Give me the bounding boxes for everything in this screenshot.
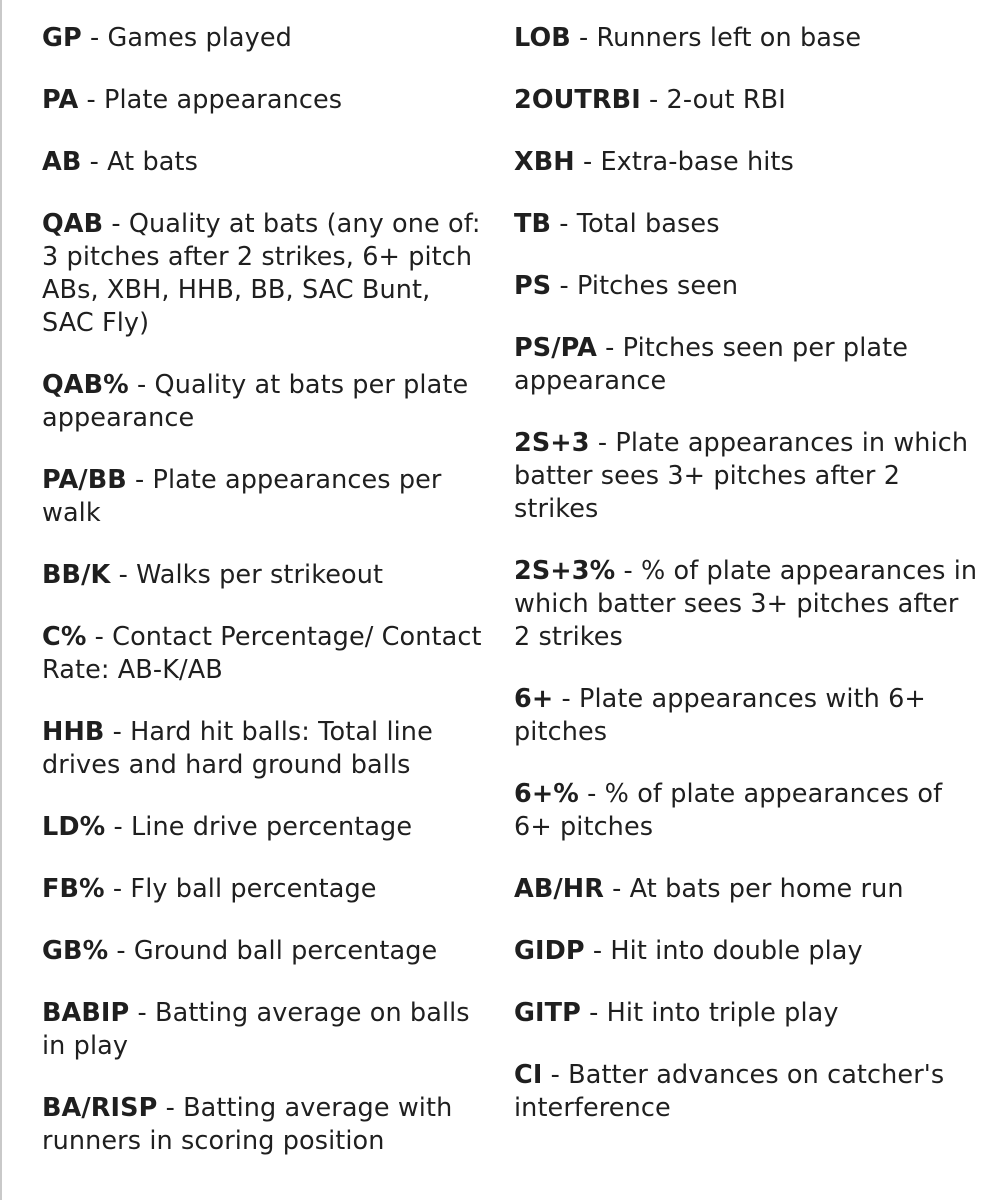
glossary-entry-ab-hr bbox=[514, 873, 982, 906]
entry-abbr: TB bbox=[514, 209, 552, 239]
entry-abbr: HHB bbox=[42, 717, 105, 747]
glossary-entry-6plus bbox=[514, 683, 982, 749]
entry-desc: - Batting average with runners in scoring position bbox=[42, 1093, 453, 1156]
entry-abbr: AB/HR bbox=[514, 874, 604, 904]
entry-desc: - Plate appearances bbox=[78, 85, 343, 115]
glossary-entry-ab bbox=[42, 146, 490, 179]
entry-abbr: 2S+3 bbox=[514, 428, 590, 458]
entry-desc: - % of plate appearances in which batter sees 3+ pitches after 2 strikes bbox=[514, 556, 978, 652]
entry-desc: - Pitches seen bbox=[551, 271, 739, 301]
glossary-entry-hhb bbox=[42, 716, 490, 782]
entry-abbr: 6+% bbox=[514, 779, 579, 809]
entry-desc: - 2-out RBI bbox=[640, 85, 786, 115]
entry-abbr: 2S+3% bbox=[514, 556, 616, 586]
glossary-entry-ba-risp bbox=[42, 1092, 490, 1158]
entry-desc: - Total bases bbox=[551, 209, 720, 239]
entry-desc: - Contact Percentage/ Contact Rate: AB-K/AB bbox=[42, 622, 482, 685]
entry-abbr: 2OUTRBI bbox=[514, 85, 641, 115]
entry-abbr: GITP bbox=[514, 998, 581, 1028]
entry-abbr: BABIP bbox=[42, 998, 130, 1028]
left-column bbox=[42, 22, 490, 1187]
entry-abbr: PA bbox=[42, 85, 79, 115]
glossary-entry-ci bbox=[514, 1059, 982, 1125]
glossary-entry-c-pct bbox=[42, 621, 490, 687]
entry-abbr: PA/BB bbox=[42, 465, 127, 495]
entry-desc: - Walks per strikeout bbox=[110, 560, 384, 590]
glossary-entry-pa-bb bbox=[42, 464, 490, 530]
entry-desc: - Batter advances on catcher's interference bbox=[514, 1060, 945, 1123]
glossary-entry-gidp bbox=[514, 935, 982, 968]
entry-abbr: FB% bbox=[42, 874, 105, 904]
glossary-entry-2s3-pct bbox=[514, 555, 982, 654]
entry-abbr: GIDP bbox=[514, 936, 585, 966]
glossary-entry-bb-k bbox=[42, 559, 490, 592]
entry-desc: - At bats bbox=[81, 147, 198, 177]
glossary-entry-xbh bbox=[514, 146, 982, 179]
entry-desc: - Extra-base hits bbox=[574, 147, 794, 177]
glossary-entry-tb bbox=[514, 208, 982, 241]
entry-abbr: PS bbox=[514, 271, 552, 301]
glossary-entry-fb-pct bbox=[42, 873, 490, 906]
entry-desc: - Fly ball percentage bbox=[104, 874, 377, 904]
entry-desc: - Batting average on balls in play bbox=[42, 998, 470, 1061]
entry-abbr: PS/PA bbox=[514, 333, 597, 363]
glossary-entry-6plus-pct bbox=[514, 778, 982, 844]
glossary-entry-2s3 bbox=[514, 427, 982, 526]
entry-desc: - Hit into triple play bbox=[580, 998, 839, 1028]
glossary-entry-2outrbi bbox=[514, 84, 982, 117]
glossary-entry-lob bbox=[514, 22, 982, 55]
right-column bbox=[514, 22, 982, 1187]
entry-abbr: CI bbox=[514, 1060, 543, 1090]
glossary-entry-qab-pct bbox=[42, 369, 490, 435]
entry-abbr: C% bbox=[42, 622, 87, 652]
entry-abbr: LD% bbox=[42, 812, 106, 842]
entry-desc: - Hard hit balls: Total line drives and hard ground balls bbox=[42, 717, 433, 780]
glossary-entry-gitp bbox=[514, 997, 982, 1030]
glossary-entry-pa bbox=[42, 84, 490, 117]
entry-abbr: LOB bbox=[514, 23, 571, 53]
entry-abbr: XBH bbox=[514, 147, 575, 177]
glossary-entry-ps bbox=[514, 270, 982, 303]
stat-glossary bbox=[42, 22, 982, 1187]
entry-desc: - At bats per home run bbox=[603, 874, 904, 904]
entry-desc: - Plate appearances in which batter sees 3+ pitches after 2 strikes bbox=[514, 428, 969, 524]
entry-abbr: BB/K bbox=[42, 560, 111, 590]
entry-desc: - Hit into double play bbox=[584, 936, 863, 966]
entry-desc: - Quality at bats per plate appearance bbox=[42, 370, 469, 433]
left-border-divider bbox=[0, 0, 2, 1200]
entry-abbr: BA/RISP bbox=[42, 1093, 158, 1123]
entry-abbr: QAB bbox=[42, 209, 104, 239]
entry-abbr: QAB% bbox=[42, 370, 129, 400]
entry-desc: - Runners left on base bbox=[570, 23, 862, 53]
entry-abbr: GB% bbox=[42, 936, 109, 966]
entry-abbr: AB bbox=[42, 147, 82, 177]
entry-desc: - Plate appearances with 6+ pitches bbox=[514, 684, 926, 747]
glossary-entry-gb-pct bbox=[42, 935, 490, 968]
entry-desc: - Line drive percentage bbox=[105, 812, 413, 842]
glossary-entry-qab bbox=[42, 208, 490, 340]
entry-abbr: GP bbox=[42, 23, 82, 53]
entry-desc: - Games played bbox=[81, 23, 292, 53]
entry-desc: - Pitches seen per plate appearance bbox=[514, 333, 909, 396]
glossary-entry-babip bbox=[42, 997, 490, 1063]
entry-desc: - Quality at bats (any one of: 3 pitches after 2 strikes, 6+ pitch ABs, XBH, HHB, BB, SAC Bunt, SAC Fly) bbox=[42, 209, 481, 338]
glossary-entry-gp bbox=[42, 22, 490, 55]
entry-desc: - Plate appearances per walk bbox=[42, 465, 442, 528]
entry-abbr: 6+ bbox=[514, 684, 554, 714]
entry-desc: - Ground ball percentage bbox=[108, 936, 438, 966]
entry-desc: - % of plate appearances of 6+ pitches bbox=[514, 779, 943, 842]
glossary-entry-ld-pct bbox=[42, 811, 490, 844]
glossary-entry-ps-pa bbox=[514, 332, 982, 398]
